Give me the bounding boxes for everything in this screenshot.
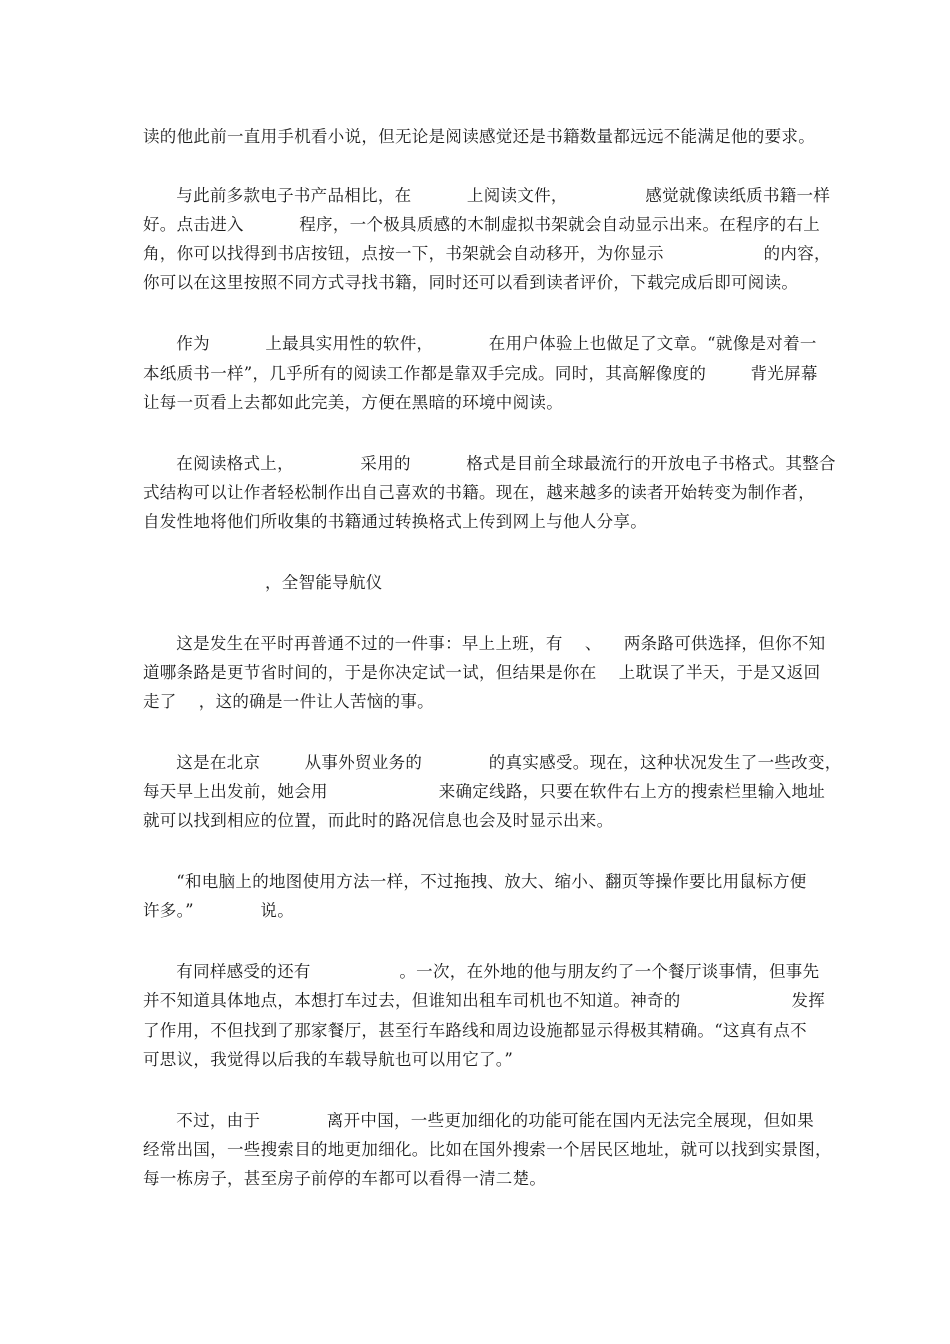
text-line: 这是在北京 从事外贸业务的 的真实感受。现在，这种状况发生了一些改变， — [143, 753, 842, 772]
section-heading: ，全智能导航仪 — [143, 573, 383, 592]
text-line: 自发性地将他们所收集的书籍通过转换格式上传到网上与他人分享。 — [143, 512, 647, 531]
text-line: 走了 ，这的确是一件让人苦恼的事。 — [143, 692, 434, 711]
text-line: 道哪条路是更节省时间的，于是你决定试一试，但结果是你在 上耽误了半天，于是又返回 — [143, 663, 821, 682]
text-line: 与此前多款电子书产品相比，在 上阅读文件， 感觉就像读纸质书籍一样 — [143, 186, 831, 205]
text-line: 经常出国，一些搜索目的地更加细化。比如在国外搜索一个居民区地址，就可以找到实景图， — [143, 1140, 832, 1159]
text-line: 有同样感受的还有 。一次，在外地的他与朋友约了一个餐厅谈事情，但事先 — [143, 962, 820, 981]
text-line: 了作用，不但找到了那家餐厅，甚至行车路线和周边设施都显示得极其精确。“这真有点不 — [143, 1021, 807, 1040]
text-line: “和电脑上的地图使用方法一样，不过拖拽、放大、缩小、翻页等操作要比用鼠标方便 — [143, 872, 807, 891]
text-line: 不过，由于 离开中国，一些更加细化的功能可能在国内无法完全展现，但如果 — [143, 1111, 815, 1130]
text-line: 许多。” 说。 — [143, 901, 295, 920]
text-line: 本纸质书一样”，几乎所有的阅读工作都是靠双手完成。同时，其高解像度的 背光屏幕 — [143, 364, 818, 383]
text-line: 你可以在这里按照不同方式寻找书籍，同时还可以看到读者评价，下载完成后即可阅读。 — [143, 273, 799, 292]
text-line: 好。点击进入 程序，一个极具质感的木制虚拟书架就会自动显示出来。在程序的右上 — [143, 215, 821, 234]
text-line: 可思议，我觉得以后我的车载导航也可以用它了。” — [143, 1050, 514, 1069]
text-line: 每天早上出发前，她会用 来确定线路，只要在软件右上方的搜索栏里输入地址 — [143, 782, 826, 801]
text-line: 角，你可以找得到书店按钮，点按一下，书架就会自动移开，为你显示 的内容， — [143, 244, 831, 263]
text-line: 读的他此前一直用手机看小说，但无论是阅读感觉还是书籍数量都远远不能满足他的要求。 — [143, 127, 815, 146]
text-line: 作为 上最具实用性的软件， 在用户体验上也做足了文章。“就像是对着一 — [143, 334, 817, 353]
text-line: 就可以找到相应的位置，而此时的路况信息也会及时显示出来。 — [143, 811, 614, 830]
text-line: 这是发生在平时再普通不过的一件事：早上上班，有 、 两条路可供选择，但你不知 — [143, 634, 826, 653]
text-line: 并不知道具体地点，本想打车过去，但谁知出租车司机也不知道。神奇的 发挥 — [143, 991, 826, 1010]
text-line: 每一栋房子，甚至房子前停的车都可以看得一清二楚。 — [143, 1169, 547, 1188]
text-line: 让每一页看上去都如此完美，方便在黑暗的环境中阅读。 — [143, 393, 563, 412]
text-line: 式结构可以让作者轻松制作出自己喜欢的书籍。现在，越来越多的读者开始转变为制作者， — [143, 483, 815, 502]
text-line: 在阅读格式上， 采用的 格式是目前全球最流行的开放电子书格式。其整合 — [143, 454, 836, 473]
